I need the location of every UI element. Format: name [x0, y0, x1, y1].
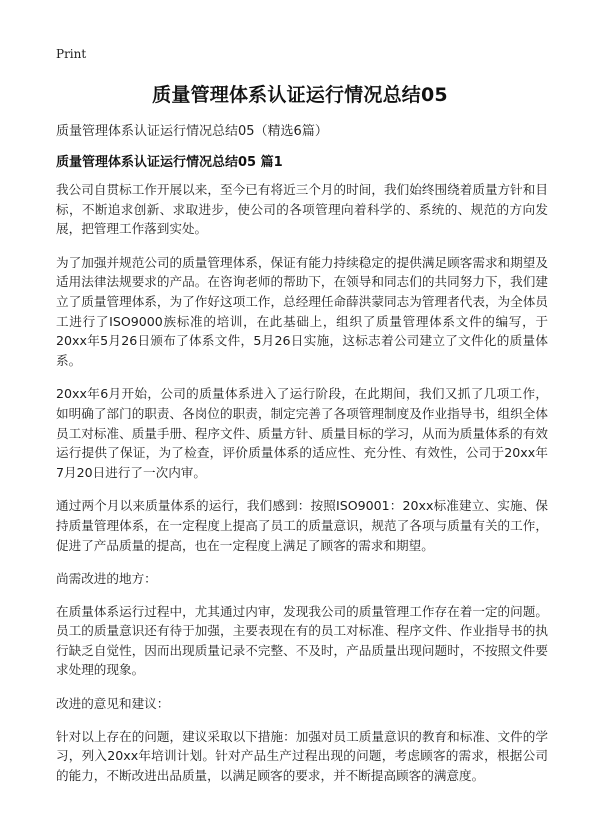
paragraph-6: 针对以上存在的问题，建议采取以下措施：加强对员工质量意识的教育和标准、文件的学习，列入20xx年培训计划。针对产品生产过程出现的问题，考虑顾客的需求，根据公司的能力，不断改进出品质量，以满足顾客的要求，并不断提高顾客的满意度。 [56, 728, 548, 783]
paragraph-suggestion-heading: 改进的意见和建议： [56, 696, 170, 712]
paragraph-3: 20xx年6月开始，公司的质量体系进入了运行阶段，在此期间，我们又抓了几项工作，如明确了部门的职责、各岗位的职责，制定完善了各项管理制度及作业指导书，组织全体员工对标准、质量手册、程序文件、质量方针、质量目标的学习，从而为质量体系的有效运行提供了保证，为了检查，评价质量体系的适应性、充分性、有效性，公司于20xx年7月20日进行了一次内审。 [56, 386, 548, 480]
section-heading: 质量管理体系认证运行情况总结05 篇1 [56, 155, 283, 170]
document-title: 质量管理体系认证运行情况总结05 [152, 84, 448, 106]
document-subtitle: 质量管理体系认证运行情况总结05（精选6篇） [56, 124, 328, 139]
paragraph-2: 为了加强并规范公司的质量管理体系，保证有能力持续稳定的提供满足顾客需求和期望及适用法律法规要求的产品。在咨询老师的帮助下，在领导和同志们的共同努力下，我们建立了质量管理体系，为了作好这项工作，总经理任命薛洪蒙同志为管理者代表，为全体员工进行了ISO9000族标准的培训，在此基础上，组织了质量管理体系文件的编写，于20xx年5月26日颁布了体系文件，5月26日实施，这标志着公司建立了文件化的质量体系。 [56, 254, 548, 368]
paragraph-improvement-heading: 尚需改进的地方： [56, 571, 157, 587]
print-label[interactable]: Print [56, 47, 87, 61]
body-text [56, 180, 548, 799]
paragraph-1: 我公司自贯标工作开展以来，至今已有将近三个月的时间，我们始终围绕着质量方针和目标，不断追求创新、求取进步，使公司的各项管理向着科学的、系统的、规范的方向发展，把管理工作落到实处。 [56, 182, 548, 237]
paragraph-4: 通过两个月以来质量体系的运行，我们感到：按照ISO9001：20xx标准建立、实施、保持质量管理体系，在一定程度上提高了员工的质量意识，规范了各项与质量有关的工作，促进了产品质量的提高，也在一定程度上满足了顾客的需求和期望。 [56, 498, 548, 553]
paragraph-5: 在质量体系运行过程中，尤其通过内审，发现我公司的质量管理工作存在着一定的问题。员工的质量意识还有待于加强，主要表现在有的员工对标准、程序文件、作业指导书的执行缺乏自觉性，因而出现质量记录不完整、不及时，产品质量出现问题时，不按照文件要求处理的现象。 [56, 603, 548, 678]
